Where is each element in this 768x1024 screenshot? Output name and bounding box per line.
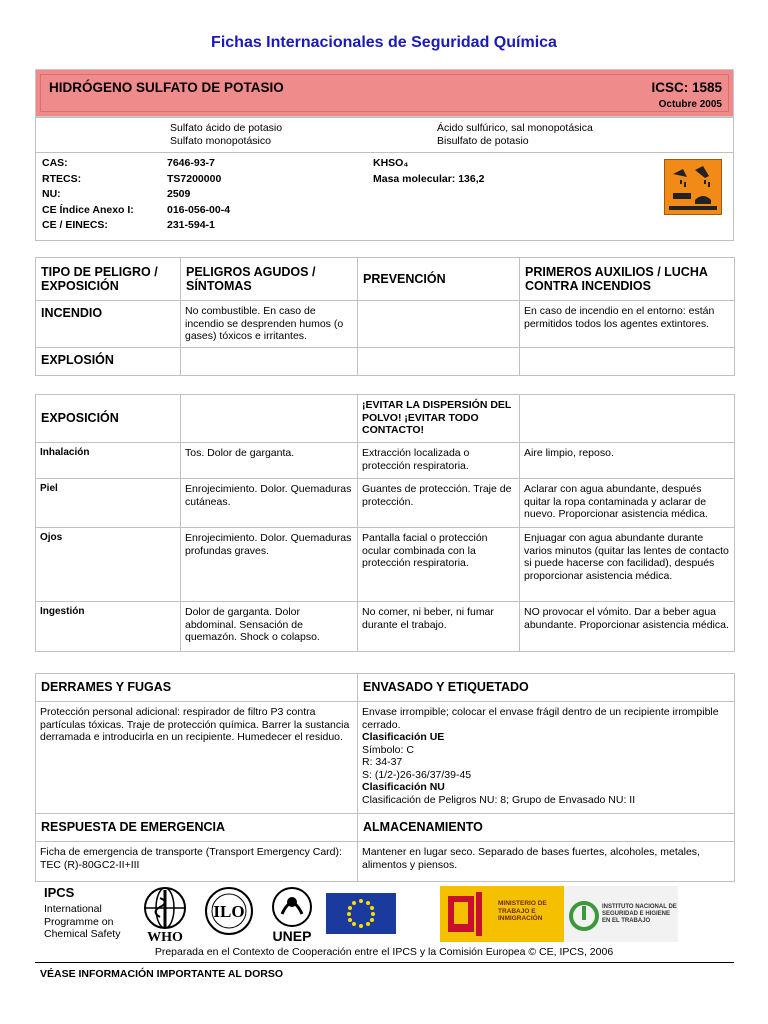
fire-prevention [358, 301, 520, 348]
exposure-prevention-header: ¡EVITAR LA DISPERSIÓN DEL POLVO! ¡EVITAR TODO CONTACTO! [358, 395, 520, 443]
unep-text: UNEP [272, 928, 312, 942]
unep-logo-icon [262, 886, 322, 942]
who-text: WHO [147, 930, 183, 942]
nu-label: NU: [42, 188, 61, 200]
eu-flag-icon [326, 893, 396, 934]
aid-cell: Aire limpio, reposo. [520, 443, 735, 479]
route-label: Piel [36, 479, 181, 528]
route-label: Inhalación [36, 443, 181, 479]
page-title: Fichas Internacionales de Seguridad Química [211, 34, 557, 51]
hazard-table [35, 257, 735, 376]
emergency-text: Ficha de emergencia de transporte (Transport Emergency Card): TEC (R)-80GC2-II+III [36, 842, 358, 882]
header-prevention: PREVENCIÓN [358, 258, 520, 301]
fire-label: INCENDIO [36, 301, 181, 348]
header-first-aid: PRIMEROS AUXILIOS / LUCHA CONTRA INCENDIOS [520, 258, 735, 301]
table-row [36, 479, 735, 528]
synonym: Sulfato ácido de potasio [170, 122, 283, 134]
ipcs-logo-text: IPCS [44, 885, 75, 900]
icsc-number: ICSC: 1585 [651, 80, 722, 95]
synonyms-left [170, 122, 282, 148]
aid-cell: NO provocar el vómito. Dar a beber agua abundante. Proporcionar asistencia médica. [520, 602, 735, 652]
footer-divider [35, 962, 734, 963]
handling-table [35, 673, 735, 882]
symptoms-cell: Dolor de garganta. Dolor abdominal. Sensación de quemazón. Shock o colapso. [181, 602, 358, 652]
chemical-header [35, 69, 734, 117]
ilo-logo-icon [200, 886, 258, 938]
fire-aid: En caso de incendio en el entorno: están permitidos todos los agentes extintores. [520, 301, 735, 348]
ce-annex-label: CE Índice Anexo I: [42, 203, 134, 216]
cooperation-note: Preparada en el Contexto de Cooperación entre el IPCS y la Comisión Europea © CE, IPCS, 2006 [154, 946, 614, 958]
einecs-value: 231-594-1 [167, 219, 215, 231]
s-phrases: S: (1/2-)26-36/37/39-45 [362, 768, 472, 781]
exposure-table [35, 394, 735, 652]
ilo-text: ILO [213, 902, 245, 921]
header-acute-hazards: PELIGROS AGUDOS / SÍNTOMAS [181, 258, 358, 301]
r-phrases: R: 34-37 [362, 756, 403, 768]
spills-title: DERRAMES Y FUGAS [36, 674, 358, 702]
synonym: Sulfato monopotásico [170, 135, 271, 147]
cas-value: 7646-93-7 [167, 157, 215, 169]
table-row [36, 602, 735, 652]
see-reverse-note: VÉASE INFORMACIÓN IMPORTANTE AL DORSO [40, 968, 284, 980]
storage-text: Mantener en lugar seco. Separado de bases fuertes, alcoholes, metales, alimentos y piensos. [358, 842, 735, 882]
chemical-name: HIDRÓGENO SULFATO DE POTASIO [49, 80, 284, 95]
explosion-label: EXPLOSIÓN [36, 348, 181, 376]
prevention-cell: No comer, ni beber, ni fumar durante el trabajo. [358, 602, 520, 652]
corrosive-pictogram-icon [664, 159, 722, 215]
rtecs-value: TS7200000 [167, 172, 222, 185]
who-logo-icon [134, 886, 196, 942]
storage-title: ALMACENAMIENTO [358, 814, 735, 842]
ministry-logo [440, 886, 564, 942]
un-classification-title: Clasificación NU [362, 781, 445, 793]
symptoms-cell: Enrojecimiento. Dolor. Quemaduras profundas graves. [181, 528, 358, 602]
ipcs-subtitle: International Programme on Chemical Safety [44, 903, 121, 940]
symptoms-cell: Tos. Dolor de garganta. [181, 443, 358, 479]
header-hazard-type: TIPO DE PELIGRO / EXPOSICIÓN [36, 258, 181, 301]
prevention-cell: Extracción localizada o protección respiratoria. [358, 443, 520, 479]
insht-logo [564, 886, 678, 942]
route-label: Ingestión [36, 602, 181, 652]
synonym: Ácido sulfúrico, sal monopotásica [437, 122, 593, 134]
packaging-text: Envase irrompible; colocar el envase frágil dentro de un recipiente irrompible cerrado. [362, 706, 719, 731]
packaging-title: ENVASADO Y ETIQUETADO [358, 674, 735, 702]
table-row [36, 443, 735, 479]
eu-classification-title: Clasificación UE [362, 731, 445, 743]
revision-date: Octubre 2005 [658, 99, 722, 110]
un-classification-text: Clasificación de Peligros NU: 8; Grupo de Envasado NU: II [362, 793, 636, 806]
aid-cell: Enjuagar con agua abundante durante varios minutos (quitar las lentes de contacto si puede hacerse con facilidad), después proporcionar asistencia médica. [520, 528, 735, 602]
aid-cell: Aclarar con agua abundante, después quitar la ropa contaminada y aclarar de nuevo. Proporcionar asistencia médica. [520, 479, 735, 528]
rtecs-label: RTECS: [42, 172, 82, 185]
prevention-cell: Pantalla facial o protección ocular combinada con la protección respiratoria. [358, 528, 520, 602]
symptoms-cell: Enrojecimiento. Dolor. Quemaduras cutáneas. [181, 479, 358, 528]
fire-symptoms: No combustible. En caso de incendio se desprenden humos (o gases) tóxicos e irritantes. [181, 301, 358, 348]
spills-text: Protección personal adicional: respirador de filtro P3 contra partículas tóxicas. Traje de protección química. Barrer la sustancia derramada e introducirla en un recipiente. Humedecer el residuo. [36, 702, 358, 814]
route-label: Ojos [36, 528, 181, 602]
einecs-label: CE / EINECS: [42, 219, 108, 231]
synonym: Bisulfato de potasio [437, 135, 529, 147]
molecular-mass: Masa molecular: 136,2 [373, 172, 485, 185]
nu-value: 2509 [167, 188, 191, 200]
table-row [36, 528, 735, 602]
eu-symbol: Símbolo: C [362, 743, 414, 756]
synonyms-right [437, 122, 593, 148]
insht-text: INSTITUTO NACIONAL DE SEGURIDAD E HIGIENE EN EL TRABAJO [602, 904, 677, 924]
packaging-cell [358, 702, 735, 814]
prevention-cell: Guantes de protección. Traje de protección. [358, 479, 520, 528]
identification-box [35, 117, 734, 241]
chemical-formula: KHSO₄ [373, 157, 409, 169]
ce-annex-value: 016-056-00-4 [167, 203, 231, 216]
cas-label: CAS: [42, 157, 68, 169]
ministry-text: MINISTERIO DE TRABAJO E INMIGRACIÓN [498, 900, 547, 922]
exposure-label: EXPOSICIÓN [36, 395, 181, 443]
emergency-title: RESPUESTA DE EMERGENCIA [36, 814, 358, 842]
